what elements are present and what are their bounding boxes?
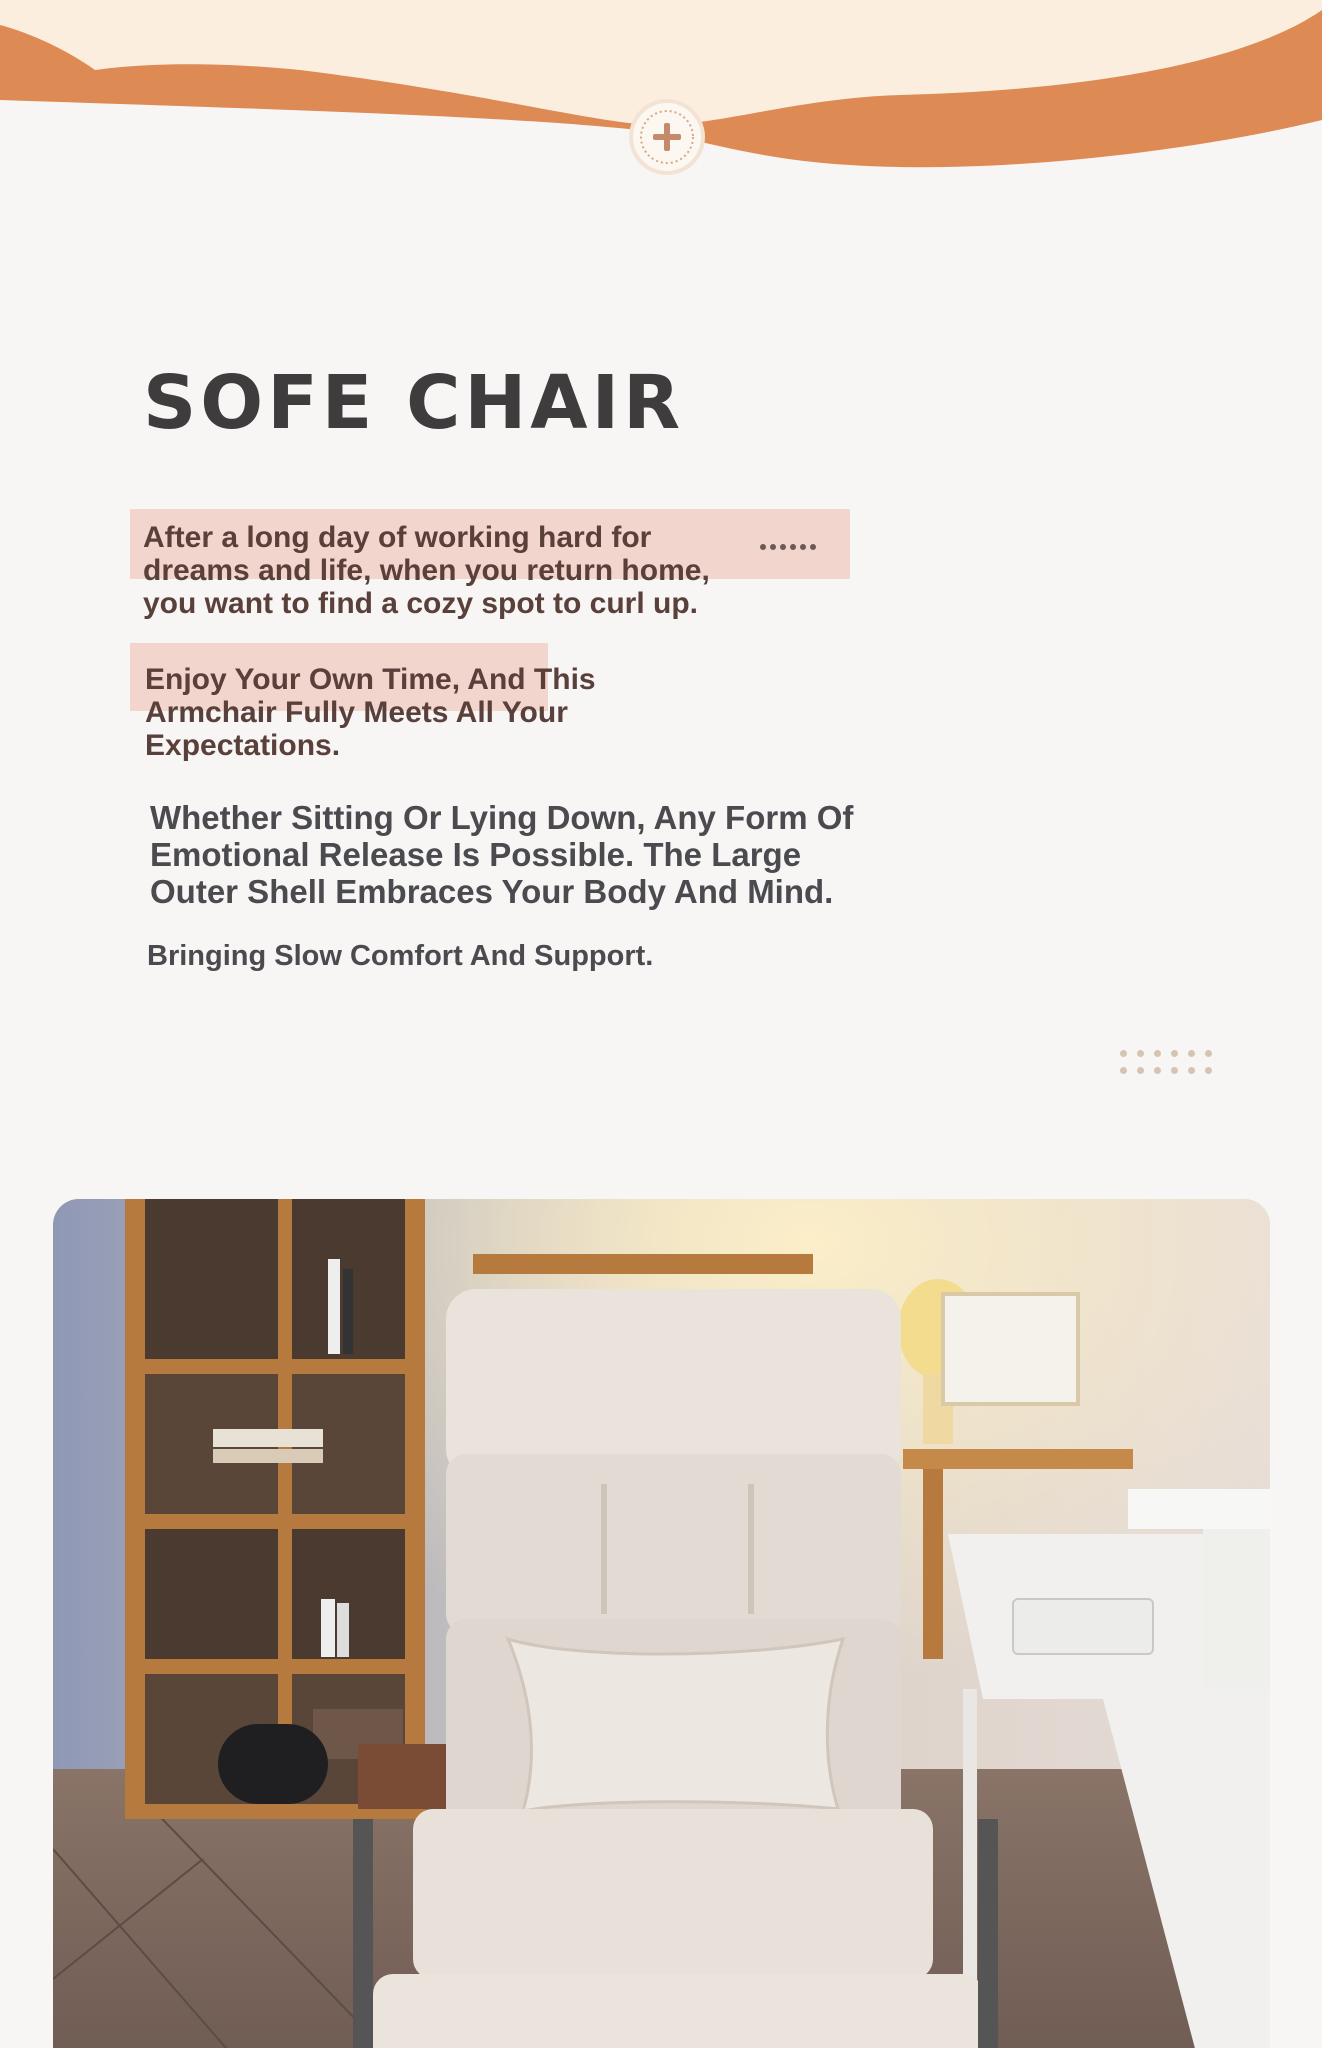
product-photo [53,1199,1270,2048]
enjoy-paragraph: Enjoy Your Own Time, And This Armchair Fully Meets All Your Expectations. [145,663,596,762]
decorative-dot-grid [1120,1050,1213,1074]
page-title: SOFE CHAIR [143,360,685,446]
plus-icon [633,103,701,171]
whether-paragraph: Whether Sitting Or Lying Down, Any Form Of Emotional Release Is Possible. The Large Outer Shell Embraces Your Body And Mind. [150,799,854,910]
bringing-paragraph: Bringing Slow Comfort And Support. [147,940,654,972]
decorative-dots [760,544,816,550]
intro-paragraph: After a long day of working hard for dreams and life, when you return home, you want to find a cozy spot to curl up. [143,521,710,620]
